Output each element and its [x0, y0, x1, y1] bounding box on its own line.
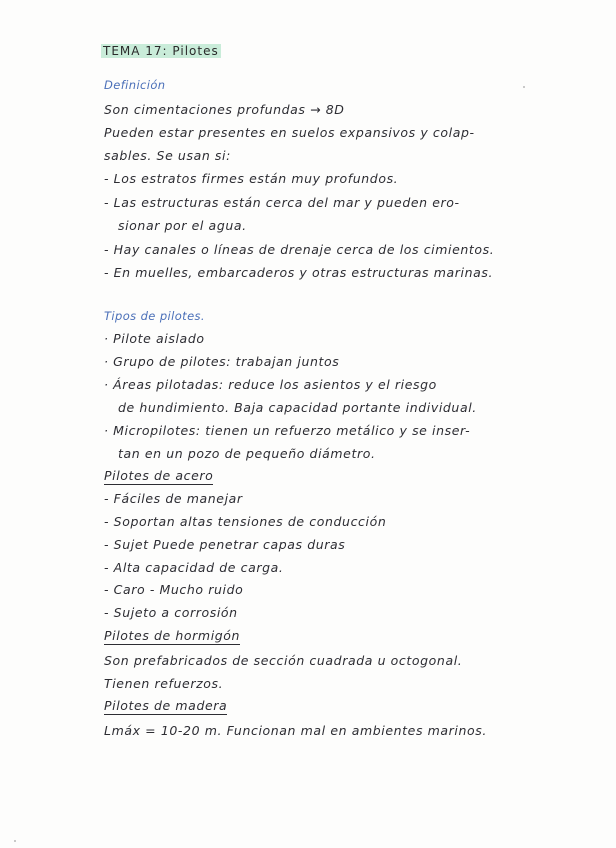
page-title	[101, 44, 221, 58]
acero-line: - Sujeto a corrosión	[104, 605, 238, 620]
acero-line: - Alta capacidad de carga.	[104, 560, 284, 575]
tipos-line: · Grupo de pilotes: trabajan juntos	[104, 354, 340, 369]
tipos-line: · Áreas pilotadas: reduce los asientos y el riesgo	[104, 377, 437, 392]
acero-line: - Caro - Mucho ruido	[104, 582, 244, 597]
acero-line: - Soportan altas tensiones de conducción	[104, 514, 387, 529]
tipos-line: tan en un pozo de pequeño diámetro.	[118, 446, 376, 461]
section-heading-madera	[104, 698, 227, 713]
madera-line: Lmáx = 10-20 m. Funcionan mal en ambientes marinos.	[104, 723, 487, 738]
definicion-line: Son cimentaciones profundas → 8D	[104, 102, 345, 117]
definicion-line: - Las estructuras están cerca del mar y pueden ero-	[104, 195, 460, 210]
section-heading-hormigon	[104, 628, 240, 643]
hormigon-line: Son prefabricados de sección cuadrada u octogonal.	[104, 653, 463, 668]
definicion-line: - Hay canales o líneas de drenaje cerca de los cimientos.	[104, 242, 495, 257]
definicion-line: Pueden estar presentes en suelos expansivos y colap-	[104, 125, 475, 140]
acero-line: - Sujet Puede penetrar capas duras	[104, 537, 346, 552]
paper-speck	[523, 86, 525, 88]
acero-heading-text: Pilotes de acero	[104, 468, 214, 483]
hormigon-heading-text: Pilotes de hormigón	[104, 628, 241, 643]
definicion-line: sionar por el agua.	[118, 218, 247, 233]
definicion-line: - Los estratos firmes están muy profundos.	[104, 171, 399, 186]
tipos-line: de hundimiento. Baja capacidad portante individual.	[118, 400, 477, 415]
hormigon-line: Tienen refuerzos.	[104, 676, 224, 691]
paper-speck	[14, 840, 16, 842]
title-text: TEMA 17: Pilotes	[103, 44, 219, 58]
section-heading-definicion: Definición	[104, 78, 166, 92]
madera-heading-text: Pilotes de madera	[104, 698, 228, 713]
tipos-line: · Pilote aislado	[104, 331, 205, 346]
definicion-line: - En muelles, embarcaderos y otras estructuras marinas.	[104, 265, 494, 280]
section-heading-tipos: Tipos de pilotes.	[104, 309, 205, 323]
acero-line: - Fáciles de manejar	[104, 491, 243, 506]
definicion-line: sables. Se usan si:	[104, 148, 231, 163]
section-heading-acero	[104, 468, 213, 483]
tipos-line: · Micropilotes: tienen un refuerzo metálico y se inser-	[104, 423, 471, 438]
